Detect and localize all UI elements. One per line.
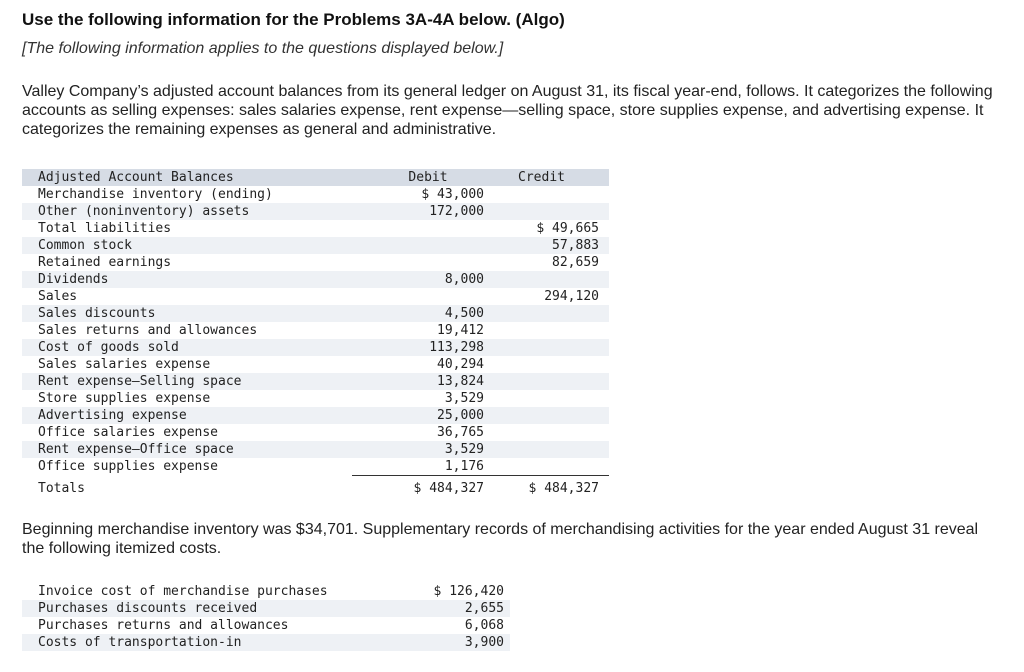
credit-cell xyxy=(484,186,609,203)
cost-label: Purchases discounts received xyxy=(22,600,408,617)
debit-cell: 3,529 xyxy=(352,441,484,458)
account-cell: Advertising expense xyxy=(22,407,352,424)
debit-cell: 113,298 xyxy=(352,339,484,356)
page-title: Use the following information for the Problems 3A-4A below. (Algo) xyxy=(22,10,565,29)
table-row xyxy=(22,237,609,254)
debit-cell: 3,529 xyxy=(352,390,484,407)
totals-debit: $ 484,327 xyxy=(352,476,484,501)
credit-cell xyxy=(484,271,609,288)
account-cell: Sales xyxy=(22,288,352,305)
account-cell: Sales discounts xyxy=(22,305,352,322)
table-row xyxy=(22,373,609,390)
table-row xyxy=(22,271,609,288)
cost-label: Costs of transportation-in xyxy=(22,634,408,651)
account-cell: Retained earnings xyxy=(22,254,352,271)
account-cell: Rent expense—Office space xyxy=(22,441,352,458)
cost-value: 3,900 xyxy=(408,634,510,651)
cost-value: 2,655 xyxy=(408,600,510,617)
debit-cell: 8,000 xyxy=(352,271,484,288)
table-row xyxy=(22,288,609,305)
account-cell: Rent expense—Selling space xyxy=(22,373,352,390)
debit-cell: $ 43,000 xyxy=(352,186,484,203)
table-row xyxy=(22,254,609,271)
debit-cell xyxy=(352,237,484,254)
table-row xyxy=(22,424,609,441)
cost-label: Purchases returns and allowances xyxy=(38,618,289,633)
debit-cell: 19,412 xyxy=(352,322,484,339)
table-row xyxy=(22,305,609,322)
debit-cell: 13,824 xyxy=(352,373,484,390)
table-row xyxy=(22,458,609,476)
credit-cell xyxy=(484,390,609,407)
credit-cell xyxy=(484,441,609,458)
account-cell: Other (noninventory) assets xyxy=(22,203,352,220)
credit-cell xyxy=(484,305,609,322)
applies-note: [The following information applies to the questions displayed below.] xyxy=(22,40,504,57)
account-cell: Office salaries expense xyxy=(22,424,352,441)
credit-cell: 82,659 xyxy=(484,254,609,271)
debit-cell xyxy=(352,254,484,271)
cost-label: Invoice cost of merchandise purchases xyxy=(38,584,328,599)
cost-row xyxy=(22,634,510,651)
cost-value: $ 126,420 xyxy=(433,584,504,599)
account-cell: Total liabilities xyxy=(22,220,352,237)
account-cell: Merchandise inventory (ending) xyxy=(22,186,352,203)
account-cell: Common stock xyxy=(22,237,352,254)
account-cell: Cost of goods sold xyxy=(22,339,352,356)
credit-column-header: Credit xyxy=(484,169,609,186)
credit-cell: 57,883 xyxy=(484,237,609,254)
itemized-costs-table xyxy=(22,583,510,651)
credit-cell xyxy=(484,356,609,373)
problem-header xyxy=(22,8,1002,139)
totals-label: Totals xyxy=(22,476,352,501)
table-row xyxy=(22,407,609,424)
credit-cell: $ 49,665 xyxy=(484,220,609,237)
cost-value: 6,068 xyxy=(464,618,504,633)
account-column-header: Adjusted Account Balances xyxy=(22,169,352,186)
credit-cell xyxy=(484,373,609,390)
account-cell: Store supplies expense xyxy=(22,390,352,407)
cost-row xyxy=(22,583,510,600)
debit-cell: 4,500 xyxy=(352,305,484,322)
table-row xyxy=(22,339,609,356)
table-header-row xyxy=(22,169,609,186)
debit-column-header: Debit xyxy=(352,169,484,186)
account-cell: Office supplies expense xyxy=(22,458,352,476)
debit-cell: 25,000 xyxy=(352,407,484,424)
debit-cell: 36,765 xyxy=(352,424,484,441)
credit-cell: 294,120 xyxy=(484,288,609,305)
debit-cell: 1,176 xyxy=(352,458,484,476)
credit-cell xyxy=(484,458,609,476)
debit-cell: 40,294 xyxy=(352,356,484,373)
debit-cell: 172,000 xyxy=(352,203,484,220)
account-cell: Sales returns and allowances xyxy=(22,322,352,339)
account-cell: Sales salaries expense xyxy=(22,356,352,373)
credit-cell xyxy=(484,424,609,441)
totals-row xyxy=(22,476,609,501)
intro-paragraph: Valley Company’s adjusted account balances from its general ledger on August 31, its fiscal year-end, follows. It categorizes the following accounts as selling expenses: sales salaries expense, rent expense—selling space, store supplies expense, and advertising expense. It categorizes the remaining expenses as general and administrative. xyxy=(22,83,993,138)
adjusted-balances-table xyxy=(22,169,609,500)
table-row xyxy=(22,356,609,373)
credit-cell xyxy=(484,407,609,424)
table-row xyxy=(22,220,609,237)
totals-credit: $ 484,327 xyxy=(484,476,609,501)
cost-row xyxy=(22,600,510,617)
cost-row xyxy=(22,617,510,634)
debit-cell xyxy=(352,220,484,237)
credit-cell xyxy=(484,203,609,220)
account-cell: Dividends xyxy=(22,271,352,288)
table-row xyxy=(22,390,609,407)
beginning-inventory-paragraph: Beginning merchandise inventory was $34,701. Supplementary records of merchandising activities for the year ended August 31 reveal the following itemized costs. xyxy=(22,521,979,557)
credit-cell xyxy=(484,339,609,356)
table-row xyxy=(22,186,609,203)
debit-cell xyxy=(352,288,484,305)
table-row xyxy=(22,203,609,220)
credit-cell xyxy=(484,322,609,339)
table-row xyxy=(22,322,609,339)
table-row xyxy=(22,441,609,458)
